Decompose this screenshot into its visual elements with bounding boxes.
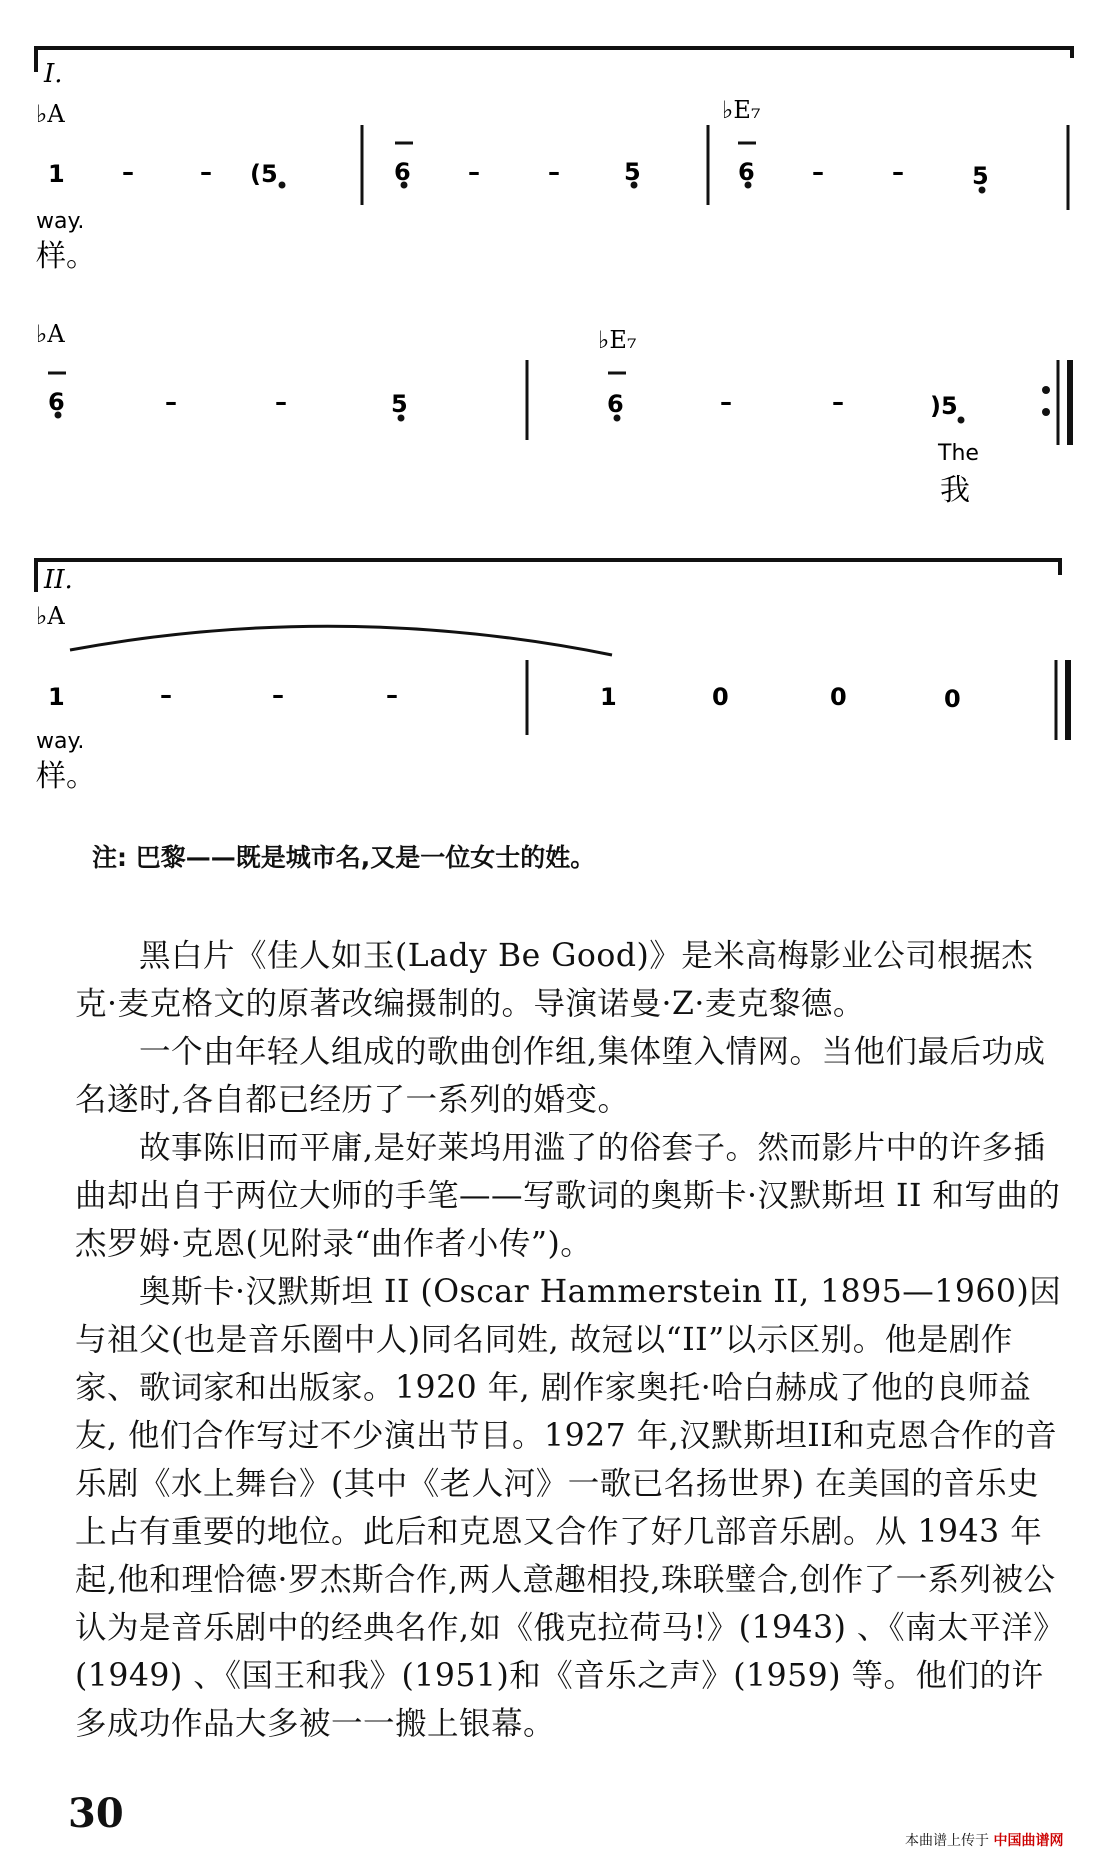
site-logo-text: 中国曲谱网 bbox=[993, 1833, 1064, 1849]
volta-label-1: I. bbox=[44, 59, 63, 89]
note-dash: – bbox=[386, 681, 398, 709]
note-dash: – bbox=[832, 388, 844, 416]
volta-bracket-1 bbox=[36, 48, 1072, 72]
note-dash: – bbox=[892, 158, 904, 186]
note: 1 bbox=[48, 160, 65, 188]
note-dash: – bbox=[200, 158, 212, 186]
paragraph: 奥斯卡·汉默斯坦 II (Oscar Hammerstein II, 1895—1960)因与祖父(也是音乐圈中人)同名同姓, 故冠以“II”以示区别。他是剧作家、歌词家和出版家。1920 年, 剧作家奥托·哈白赫成了他的良师益友, 他们合作写过不少演出节目。1927 年,汉默斯坦II和克恩合作的音乐剧《水上舞台》(其中《老人河》一歌已名扬世界) 在美国的音乐史上占有重要的地位。此后和克恩又合作了好几部音乐剧。从 1943 年起,他和理恰德·罗杰斯合作,两人意趣相投,珠联璧合,创作了一系列被公认为是音乐剧中的经典名作,如《俄克拉荷马!》(1943) 、《南太平洋》(1949) 、《国王和我》(1951)和《音乐之声》(1959) 等。他们的许多成功作品大多被一一搬上银幕。 bbox=[75, 1274, 1062, 1742]
volta-label-2: II. bbox=[44, 565, 73, 595]
note: 0 bbox=[830, 683, 847, 711]
octave-dot bbox=[279, 182, 286, 189]
note: 0 bbox=[712, 683, 729, 711]
page-number: 30 bbox=[68, 1790, 124, 1837]
paragraph: 一个由年轻人组成的歌曲创作组,集体堕入情网。当他们最后功成名遂时,各自都已经历了一系列的婚变。 bbox=[75, 1034, 1046, 1118]
note: 6 bbox=[394, 158, 411, 186]
note-dash: – bbox=[812, 158, 824, 186]
numbered-music-score bbox=[0, 0, 1111, 830]
note: 6 bbox=[607, 390, 624, 418]
chord-symbol: ♭E₇ bbox=[722, 96, 761, 124]
lyric-chinese: 样。 bbox=[36, 759, 96, 794]
note-dash: – bbox=[272, 681, 284, 709]
footnote-label: 注: bbox=[92, 843, 127, 872]
note-dash: – bbox=[165, 388, 177, 416]
note-dash: – bbox=[122, 158, 134, 186]
chord-symbol: ♭A bbox=[36, 100, 65, 128]
note: 0 bbox=[944, 685, 961, 713]
note-dash: – bbox=[548, 158, 560, 186]
note-dash: – bbox=[160, 681, 172, 709]
footnote-text: 巴黎——既是城市名,又是一位女士的姓。 bbox=[135, 843, 596, 872]
paragraph: 故事陈旧而平庸,是好莱坞用滥了的俗套子。然而影片中的许多插曲却出自于两位大师的手笔——写歌词的奥斯卡·汉默斯坦 II 和写曲的杰罗姆·克恩(见附录“曲作者小传”)。 bbox=[75, 1130, 1061, 1262]
note-dash: – bbox=[468, 158, 480, 186]
lyric-english: way. bbox=[36, 209, 85, 234]
note: 6 bbox=[738, 158, 755, 186]
source-footer bbox=[905, 1830, 1063, 1850]
note: 1 bbox=[600, 683, 617, 711]
octave-dot bbox=[958, 417, 965, 424]
lyric-chinese: 我 bbox=[940, 473, 970, 508]
note-dash: – bbox=[275, 388, 287, 416]
article-body bbox=[75, 932, 1065, 1748]
chord-symbol: ♭A bbox=[36, 602, 65, 630]
note: 5 bbox=[972, 162, 989, 190]
lyric-english: way. bbox=[36, 729, 85, 754]
footnote bbox=[92, 838, 595, 874]
tie-slur bbox=[70, 626, 612, 655]
note: 6 bbox=[48, 388, 65, 416]
volta-bracket-2 bbox=[36, 560, 1060, 592]
note: 5 bbox=[624, 158, 641, 186]
repeat-dot bbox=[1042, 408, 1050, 416]
note: )5 bbox=[930, 392, 958, 420]
note: 5 bbox=[391, 390, 408, 418]
chord-symbol: ♭A bbox=[36, 320, 65, 348]
note: (5 bbox=[250, 160, 278, 188]
chord-symbol: ♭E₇ bbox=[598, 326, 637, 354]
repeat-dot bbox=[1042, 386, 1050, 394]
lyric-chinese: 样。 bbox=[36, 239, 96, 274]
paragraph: 黑白片《佳人如玉(Lady Be Good)》是米高梅影业公司根据杰克·麦克格文的原著改编摄制的。导演诺曼·Z·麦克黎德。 bbox=[75, 938, 1034, 1022]
lyric-english: The bbox=[938, 441, 979, 466]
footer-text: 本曲谱上传于 bbox=[905, 1833, 989, 1849]
note-dash: – bbox=[720, 388, 732, 416]
note: 1 bbox=[48, 683, 65, 711]
